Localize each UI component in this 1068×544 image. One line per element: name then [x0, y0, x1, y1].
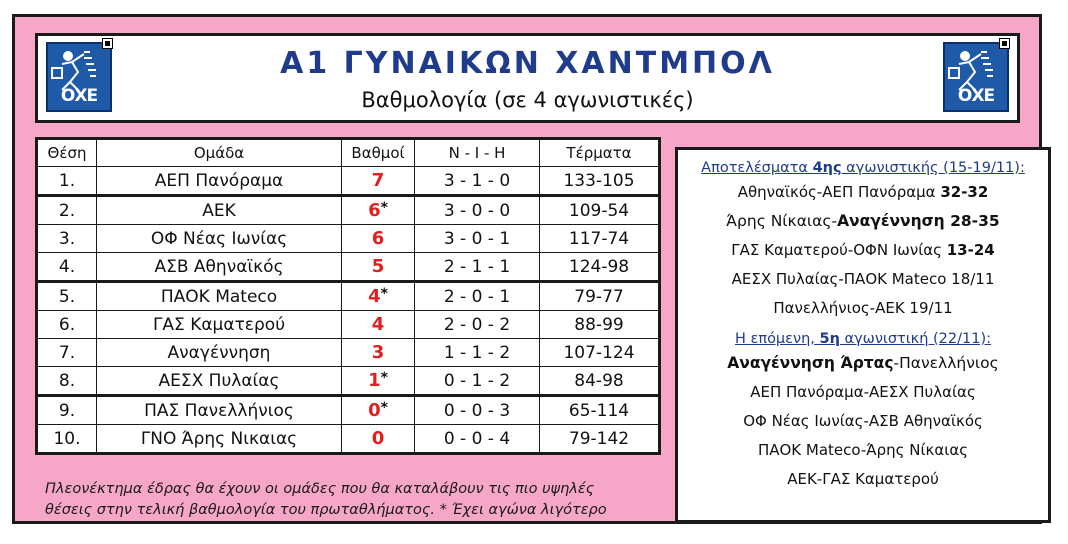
results-heading [678, 160, 1048, 176]
row-record: 3 - 0 - 1 [415, 225, 540, 253]
row-position: 4. [37, 253, 97, 282]
table-row [37, 367, 660, 396]
fixture-text: ΠΑΟΚ Mateco-Άρης Νίκαιας [757, 441, 969, 459]
row-record: 3 - 1 - 0 [415, 167, 540, 196]
footnote-line: Πλεονέκτημα έδρας θα έχουν οι ομάδες που θα καταλάβουν τις πιο υψηλές [45, 481, 595, 497]
next-heading-post: αγωνιστική (22/11): [839, 331, 991, 347]
fixture-line [678, 378, 1048, 407]
poster-frame [12, 14, 1042, 524]
row-position: 7. [37, 339, 97, 367]
result-text: Αθηναϊκός-ΑΕΠ Πανόραμα [737, 183, 941, 201]
results-panel [675, 147, 1051, 523]
footnote-line: θέσεις στην τελική βαθμολογία του πρωταθλήματος. * Έχει αγώνα λιγότερο [45, 502, 607, 518]
row-points: 0 [368, 400, 381, 421]
result-text: ΓΑΣ Καματερού-ΟΦΝ Ιωνίας [731, 241, 947, 259]
row-goals: 65-114 [540, 396, 660, 425]
row-points: 1 [368, 370, 381, 391]
table-header-row [37, 139, 660, 167]
table-row [37, 425, 660, 454]
row-record: 0 - 0 - 4 [415, 425, 540, 454]
row-team: ΟΦ Νέας Ιωνίας [97, 225, 342, 253]
row-goals: 133-105 [540, 167, 660, 196]
result-text: Πανελλήνιος-ΑΕΚ 19/11 [773, 299, 953, 317]
logo-text: ΟΧΕ [60, 86, 98, 106]
col-header-goals: Τέρματα [540, 139, 660, 167]
result-text: ΑΕΣΧ Πυλαίας-ΠΑΟΚ Mateco 18/11 [731, 270, 995, 288]
row-position: 3. [37, 225, 97, 253]
page-subtitle: Βαθμολογία (σε 4 αγωνιστικές) [361, 88, 694, 112]
result-score: 13-24 [946, 241, 995, 259]
fixture-line [678, 407, 1048, 436]
table-row [37, 253, 660, 282]
col-header-points: Βαθμοί [342, 139, 415, 167]
row-team: ΑΕΚ [97, 196, 342, 225]
row-team: ΑΣΒ Αθηναϊκός [97, 253, 342, 282]
table-row [37, 339, 660, 367]
result-line [678, 178, 1048, 207]
row-record: 2 - 0 - 2 [415, 311, 540, 339]
results-list [678, 178, 1048, 323]
row-points-cell [342, 339, 415, 367]
result-line [678, 236, 1048, 265]
row-points-cell [342, 311, 415, 339]
table-row [37, 396, 660, 425]
table-row [37, 311, 660, 339]
row-position: 9. [37, 396, 97, 425]
row-points: 6 [371, 228, 385, 249]
fixture-line [678, 349, 1048, 378]
row-points-cell [342, 225, 415, 253]
row-team: Αναγέννηση [97, 339, 342, 367]
row-goals: 88-99 [540, 311, 660, 339]
logo-text: ΟΧΕ [957, 86, 995, 106]
next-round-heading [678, 331, 1048, 347]
row-goals: 79-77 [540, 282, 660, 311]
row-position: 8. [37, 367, 97, 396]
row-points: 6 [368, 200, 381, 221]
result-score: Αναγέννηση 28-35 [837, 212, 1000, 230]
row-points: 5 [371, 256, 385, 277]
fixture-bold: Αναγέννηση Άρτας [727, 354, 894, 372]
row-points-cell [342, 425, 415, 454]
next-fixtures-list [678, 349, 1048, 494]
row-team: ΠΑΟΚ Mateco [97, 282, 342, 311]
table-row [37, 196, 660, 225]
row-record: 1 - 1 - 2 [415, 339, 540, 367]
row-points: 4 [371, 314, 385, 335]
results-heading-post: αγωνιστικής (15-19/11): [841, 160, 1025, 176]
results-heading-round: 4ης [812, 160, 842, 176]
row-record: 0 - 1 - 2 [415, 367, 540, 396]
result-score: 32-32 [940, 183, 989, 201]
fixture-line [678, 436, 1048, 465]
fixture-text: ΑΕΠ Πανόραμα-ΑΕΣΧ Πυλαίας [750, 383, 976, 401]
row-goals: 84-98 [540, 367, 660, 396]
row-position: 10. [37, 425, 97, 454]
row-points-cell [342, 396, 415, 425]
table-row [37, 282, 660, 311]
table-row [37, 167, 660, 196]
col-header-record: Ν - Ι - Η [415, 139, 540, 167]
fixture-line [678, 465, 1048, 494]
row-position: 6. [37, 311, 97, 339]
row-points: 0 [371, 428, 385, 449]
result-text: Άρης Νίκαιας- [726, 212, 838, 230]
row-record: 2 - 0 - 1 [415, 282, 540, 311]
row-goals: 117-74 [540, 225, 660, 253]
fixture-text: ΑΕΚ-ΓΑΣ Καματερού [787, 470, 939, 488]
footnote [45, 479, 675, 521]
row-team: ΓΑΣ Καματερού [97, 311, 342, 339]
row-team: ΠΑΣ Πανελλήνιος [97, 396, 342, 425]
row-record: 2 - 1 - 1 [415, 253, 540, 282]
row-position: 2. [37, 196, 97, 225]
row-goals: 109-54 [540, 196, 660, 225]
col-header-position: Θέση [37, 139, 97, 167]
fixture-text: ΟΦ Νέας Ιωνίας-ΑΣΒ Αθηναϊκός [743, 412, 983, 430]
header-box [35, 33, 1020, 123]
row-points-cell [342, 196, 415, 225]
row-team: ΓΝΟ Άρης Νικαιας [97, 425, 342, 454]
next-heading-pre: Η επόμενη, [734, 331, 820, 347]
standings-table [35, 137, 661, 455]
row-points-cell [342, 282, 415, 311]
row-team: ΑΕΣΧ Πυλαίας [97, 367, 342, 396]
table-row [37, 225, 660, 253]
row-star: * [380, 370, 388, 386]
result-line [678, 207, 1048, 236]
row-points-cell [342, 167, 415, 196]
results-heading-pre: Αποτελέσματα [701, 160, 813, 176]
row-star: * [380, 400, 388, 416]
result-line [678, 265, 1048, 294]
result-line [678, 294, 1048, 323]
row-goals: 107-124 [540, 339, 660, 367]
row-team: ΑΕΠ Πανόραμα [97, 167, 342, 196]
row-points: 7 [371, 170, 385, 191]
ohe-logo-right [943, 42, 1009, 112]
qr-mark [999, 38, 1010, 49]
row-points: 4 [368, 286, 381, 307]
next-heading-round: 5η [819, 331, 840, 347]
row-record: 0 - 0 - 3 [415, 396, 540, 425]
col-header-team: Ομάδα [97, 139, 342, 167]
row-goals: 79-142 [540, 425, 660, 454]
row-star: * [380, 200, 388, 216]
row-goals: 124-98 [540, 253, 660, 282]
row-points-cell [342, 253, 415, 282]
row-points-cell [342, 367, 415, 396]
row-points: 3 [371, 342, 385, 363]
row-position: 5. [37, 282, 97, 311]
fixture-text-post: -Πανελλήνιος [893, 354, 999, 372]
row-record: 3 - 0 - 0 [415, 196, 540, 225]
page-title: Α1 ΓΥΝΑΙΚΩΝ ΧΑΝΤΜΠΟΛ [280, 46, 775, 81]
row-position: 1. [37, 167, 97, 196]
row-star: * [380, 286, 388, 302]
